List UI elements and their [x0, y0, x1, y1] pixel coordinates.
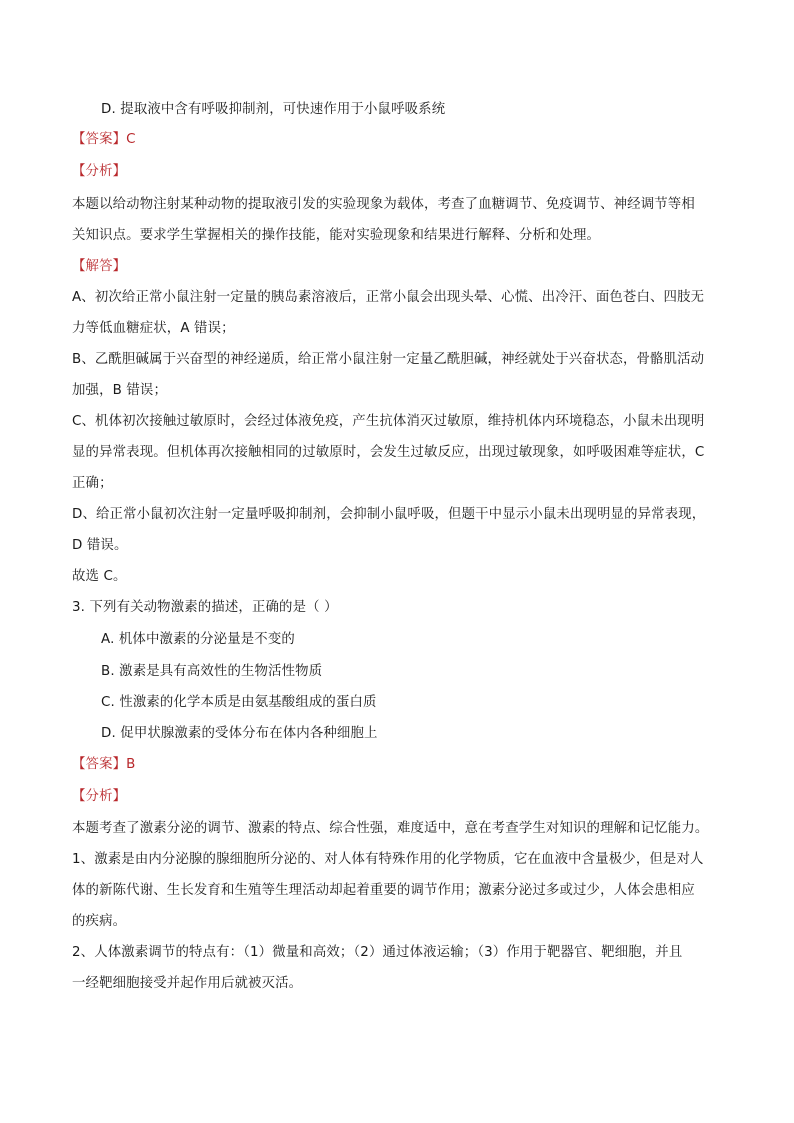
solution-label-q2: 【解答】 [72, 259, 127, 274]
analysis-text-line: 体的新陈代谢、生长发育和生殖等生理活动却起着重要的调节作用；激素分泌过多或过少，人体会患相应 [72, 883, 695, 898]
solution-text-line: C、机体初次接触过敏原时，会经过体液免疫，产生抗体消灭过敏原，维持机体内环境稳态，小鼠未出现明 [72, 414, 705, 429]
answer-label-q3: 【答案】B [72, 757, 136, 772]
question-3-stem: 3. 下列有关动物激素的描述，正确的是（ ） [72, 600, 338, 615]
solution-text-line: D 错误。 [72, 538, 128, 553]
answer-label-q2: 【答案】C [72, 132, 136, 147]
solution-text-line: 显的异常表现。但机体再次接触相同的过敏原时，会发生过敏反应，出现过敏现象，如呼吸困难等症状，C [72, 445, 705, 460]
conclusion-text: 故选 C。 [72, 569, 127, 584]
solution-text-line: 加强，B 错误； [72, 383, 167, 398]
analysis-text-line: 的疾病。 [72, 914, 127, 929]
analysis-text-line: 1、激素是由内分泌腺的腺细胞所分泌的、对人体有特殊作用的化学物质，它在血液中含量极少，但是对人 [72, 852, 704, 867]
solution-text-line: 力等低血糖症状，A 错误； [72, 321, 235, 336]
analysis-text-line: 2、人体激素调节的特点有：（1）微量和高效；（2）通过体液运输；（3）作用于靶器官、靶细胞，并且 [72, 945, 683, 960]
option-d-q3: D. 促甲状腺激素的受体分布在体内各种细胞上 [101, 726, 378, 741]
analysis-text-line: 本题考查了激素分泌的调节、激素的特点、综合性强，难度适中，意在考查学生对知识的理解和记忆能力。 [72, 821, 709, 836]
option-a-q3: A. 机体中激素的分泌量是不变的 [101, 632, 295, 647]
analysis-text-line: 本题以给动物注射某种动物的提取液引发的实验现象为载体，考查了血糖调节、免疫调节、神经调节等相 [72, 197, 695, 212]
solution-text-line: A、初次给正常小鼠注射一定量的胰岛素溶液后，正常小鼠会出现头晕、心慌、出冷汗、面色苍白、四肢无 [72, 290, 705, 305]
analysis-label-q3: 【分析】 [72, 789, 127, 804]
option-c-q3: C. 性激素的化学本质是由氨基酸组成的蛋白质 [101, 695, 377, 710]
option-d-q2: D. 提取液中含有呼吸抑制剂，可快速作用于小鼠呼吸系统 [101, 102, 446, 117]
solution-text-line: B、乙酰胆碱属于兴奋型的神经递质，给正常小鼠注射一定量乙酰胆碱，神经就处于兴奋状态，骨骼肌活动 [72, 352, 705, 367]
option-b-q3: B. 激素是具有高效性的生物活性物质 [101, 664, 323, 679]
analysis-text-line: 一经靶细胞接受并起作用后就被灭活。 [72, 976, 303, 991]
solution-text-line: 正确； [72, 476, 113, 491]
solution-text-line: D、给正常小鼠初次注射一定量呼吸抑制剂，会抑制小鼠呼吸，但题干中显示小鼠未出现明显的异常表现， [72, 507, 706, 522]
analysis-text-line: 关知识点。要求学生掌握相关的操作技能，能对实验现象和结果进行解释、分析和处理。 [72, 228, 601, 243]
analysis-label-q2: 【分析】 [72, 164, 127, 179]
